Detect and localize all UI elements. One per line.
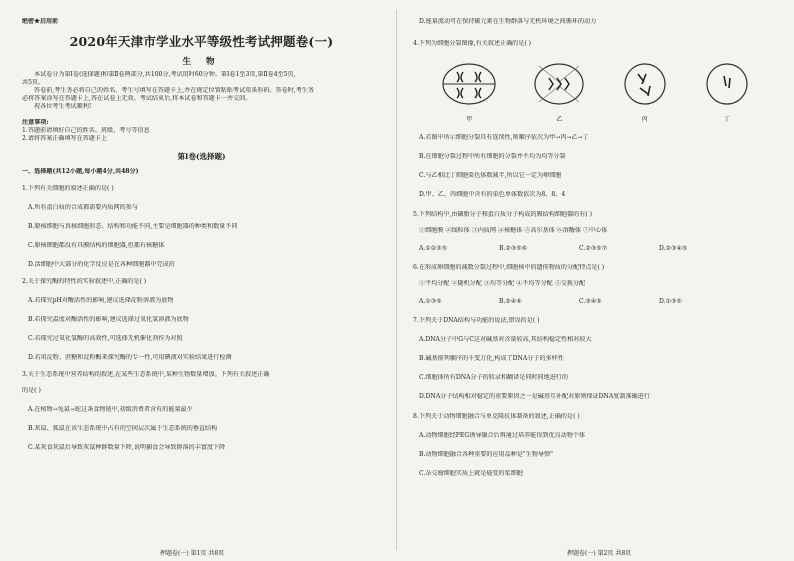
option: C.某灰食灰鼠后导致灰鼠种群数量下降,说明捕食会导致群落的丰富度下降	[28, 444, 226, 451]
option-row	[413, 298, 778, 305]
option: D.①③⑤	[659, 298, 682, 305]
option: B.原核细胞与真核细胞形态、结构和功能不同,主要是细胞器的种类和数量不同	[28, 223, 238, 230]
question-stem: 2.关于探究酶的特性的实验叙述中,正确的是( )	[22, 278, 147, 285]
option: B.②③⑤⑥	[499, 245, 528, 252]
option: C.原核细胞都没有具膜结构的细胞器,但都有核糖体	[28, 242, 165, 249]
figure-label: 甲	[466, 116, 473, 123]
cell-figure-bing	[620, 60, 670, 123]
figure-label: 乙	[556, 116, 563, 123]
item-list: ①细胞膜 ②线粒体 ③内质网 ④核糖体 ⑤高尔基体 ⑥溶酶体 ⑦中心体	[419, 227, 608, 234]
right-page	[397, 0, 794, 561]
cell-division-figures	[423, 60, 768, 123]
option: A.在植物→兔鼠→蛇这条食物链中,初级消费者含有的能量最少	[28, 406, 193, 413]
question-stem: 1.下列有关细胞的叙述正确的是( )	[22, 185, 114, 192]
option: A.若图中所示细胞分裂具有连续性,则顺序依次为甲→丙→乙→丁	[419, 134, 589, 141]
question-stem: 3.关于生态系统中营养结构的叙述,在某些生态系统中,某种生物数量增加。下列有关叙述正确	[22, 371, 270, 378]
secret-mark: 绝密★启用前	[22, 18, 59, 25]
cell-figure-yi	[531, 60, 587, 123]
option: A.DNA分子中G与C这对碱基对含量较高,其结构稳定性相对较大	[419, 336, 592, 343]
cell-figure-ding	[702, 60, 752, 123]
option: A.若探究pH对酶活性的影响,建议选择淀粉溶液为底物	[28, 297, 174, 304]
question-stem: 的是( )	[22, 387, 41, 394]
option: B.碱基排列顺序的千变万化,构成了DNA分子的多样性	[419, 355, 564, 362]
option-row	[413, 245, 778, 252]
subject-title: 生 物	[182, 57, 221, 67]
option: B.若探究温度对酶活性的影响,建议选择过氧化氢溶液为底物	[28, 316, 189, 323]
item-list: ①平均分配 ②随机分配 ③均等分配 ④不均等分配 ⑤交换分配	[419, 280, 586, 287]
intro-block	[22, 71, 381, 111]
notes-heading: 注意事项:	[22, 119, 49, 126]
option: C.③④⑤	[579, 298, 602, 305]
question-stem: 6.在形成卵细胞的减数分裂过程中,细胞核中的遗传物质的分配特点是( )	[413, 264, 605, 271]
option: A.①③⑤	[419, 298, 442, 305]
cell-diagram-icon	[531, 60, 587, 112]
option: D.若用淀粉、蔗糖和淀粉酶来探究酶的专一性,可用碘液对实验结果进行检测	[28, 354, 232, 361]
option: C.杂交瘤细胞实质上就是癌变的浆细胞	[419, 470, 523, 477]
option: A.①②③⑤	[419, 245, 448, 252]
option: B.②④⑥	[499, 298, 522, 305]
intro-line: 答卷前,考生务必将自己的姓名、考生号填写在答题卡上,并在规定位置粘贴考试用条形码。答卷时,考生务	[34, 87, 315, 94]
notes-item: 2.请将答案正确填写在答题卡上	[22, 135, 108, 142]
intro-line: 必将答案涂写在答题卡上,答在试卷上无效。考试结束后,将本试卷和答题卡一并交回。	[22, 95, 252, 102]
option: B.动物细胞融合各种重要的应用品种是"生物导弹"	[419, 451, 553, 458]
question-stem: 8.下列关于动物细胞融合与单克隆抗体制备的叙述,正确的是( )	[413, 413, 580, 420]
question-stem: 7.下列关于DNA结构与功能的说法,错误的是( )	[413, 317, 540, 324]
option: C.②③⑤⑦	[579, 245, 608, 252]
option: C.若探究过氧化氢酶的高效性,可选择无机催化剂作为对照	[28, 335, 183, 342]
figure-label: 丙	[641, 116, 648, 123]
figure-label: 丁	[723, 116, 730, 123]
option: D.DNA分子结构相对稳定的重要原因之一是碱基互补配对原则保证DNA复制准确进行	[419, 393, 650, 400]
option: B.在细胞分裂过程中所有细胞的分裂并不均为均等分裂	[419, 153, 566, 160]
option: B.灰鼠、狐鼠在该生态系统中占有的空间层次属于生态系统的垂直结构	[28, 425, 218, 432]
cell-figure-jia	[439, 60, 499, 123]
option: D.能量流动可在保持碳元素在生物群落与无机环境之间循环的动力	[419, 18, 597, 25]
option: A.所有蛋白质的合成都需要内质网的参与	[28, 204, 138, 211]
option: D.②③④⑤	[659, 245, 688, 252]
question-stem: 5.下列结构中,由磷脂分子和蛋白质分子构成的膜结构细胞器的有( )	[413, 211, 592, 218]
option: D.甲、乙、丙细胞中含有的染色单体数依次为8、8、4	[419, 191, 566, 198]
exam-title: 2020年天津市学业水平等级性考试押题卷(一)	[69, 34, 334, 49]
section-title: 第Ⅰ卷(选择题)	[177, 152, 226, 161]
option: C.细胞体所有DNA分子的转录和翻译是同时同地进行的	[419, 374, 568, 381]
option: C.与乙相比丁细胞染色体数减半,所以它一定为卵细胞	[419, 172, 562, 179]
cell-diagram-icon	[439, 60, 499, 112]
cell-diagram-icon	[620, 60, 670, 112]
notes-item: 1.答题前请填好自己的姓名、班级、考号等信息	[22, 127, 150, 134]
option: A.动物细胞经PEG诱导融合后再通过培养能得到优良动物个体	[419, 432, 586, 439]
intro-line: 本试卷分为第Ⅰ卷(选择题)和第Ⅱ卷两部分,共100分,考试用时60分钟。第Ⅰ卷1至3页,第Ⅱ卷4至5页,	[34, 71, 296, 78]
section-instruction: 一、选择题(共12小题,每小题4分,共48分)	[22, 168, 139, 175]
question-stem: 4.下列为细胞分裂图像,有关叙述正确的是( )	[413, 40, 532, 47]
page-footer: 押题卷(一) 第2页 共8页	[567, 550, 632, 557]
intro-line: 共5页。	[22, 79, 45, 86]
intro-line: 祝各位考生考试顺利!	[34, 103, 92, 110]
cell-diagram-icon	[702, 60, 752, 112]
page-footer: 押题卷(一) 第1页 共8页	[160, 550, 225, 557]
option: D.活细胞中大部分的化学反应是在各种细胞器中完成的	[28, 261, 175, 268]
